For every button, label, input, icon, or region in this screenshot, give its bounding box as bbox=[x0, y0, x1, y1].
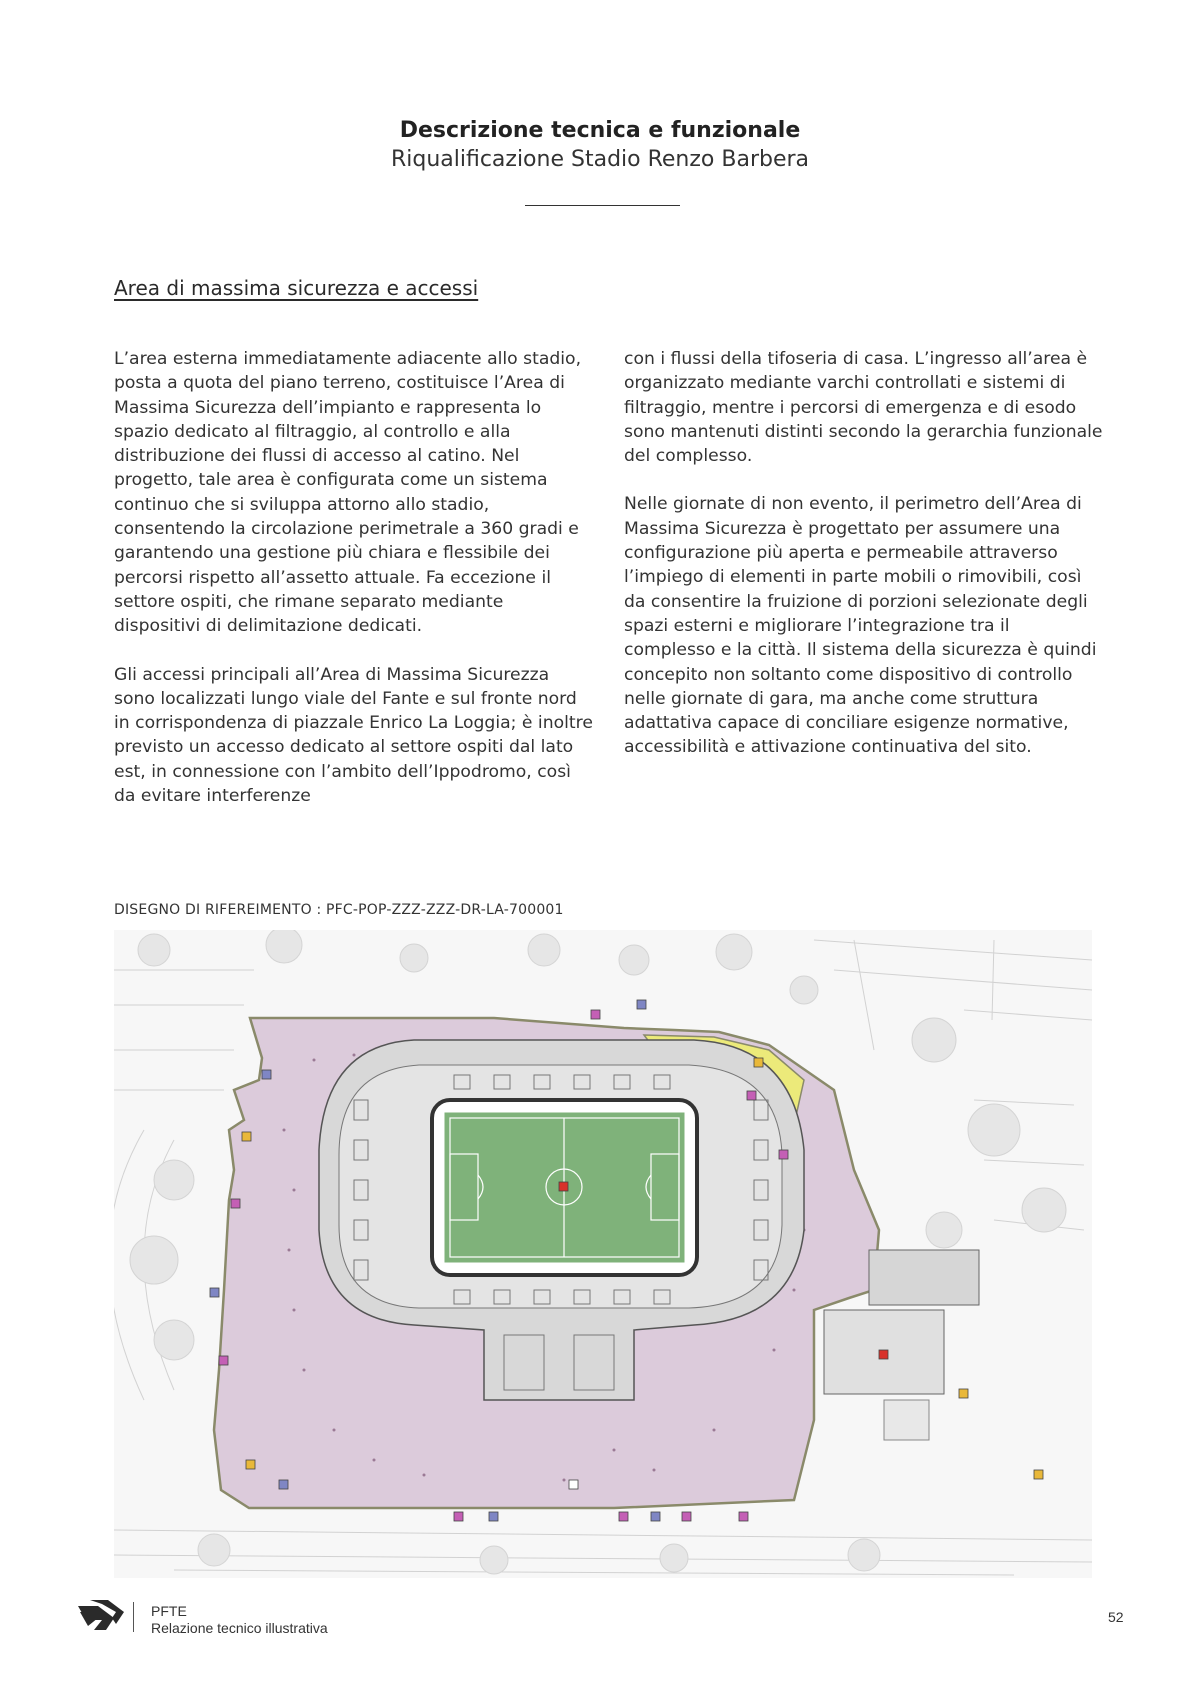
marker-blue bbox=[210, 1288, 219, 1297]
text-column-right bbox=[624, 347, 1104, 784]
header-divider bbox=[525, 205, 680, 206]
logo-icon bbox=[76, 1598, 126, 1634]
marker-yellow bbox=[242, 1132, 251, 1141]
paragraph: Nelle giornate di non evento, il perimetro dell’Area di Massima Sicurezza è progettato per assumere una configurazione più aperta e permeabile attraverso l’impiego di elementi in parte mobili o rimovibili, così da consentire la fruizione di porzioni selezionate degli spazi esterni e migliorare l’integrazione tra il complesso e la città. Il sistema della sicurezza è quindi concepito non soltanto come dispositivo di controllo nelle giornate di gara, ma anche come struttura adattativa capace di conciliare esigenze normative, accessibilità e attivazione continuativa del sito. bbox=[624, 494, 1097, 758]
marker-yellow bbox=[1034, 1470, 1043, 1479]
footer-divider bbox=[133, 1602, 134, 1632]
marker-purple bbox=[747, 1091, 756, 1100]
paragraph: con i flussi della tifoseria di casa. L’ingresso all’area è organizzato mediante varchi controllati e sistemi di filtraggio, mentre i percorsi di emergenza e di esodo sono mantenuti distinti secondo la gerarchia funzionale del complesso. bbox=[624, 349, 1103, 467]
page-header bbox=[0, 118, 1200, 172]
marker-purple bbox=[682, 1512, 691, 1521]
marker-blue bbox=[489, 1512, 498, 1521]
parking-ramp bbox=[869, 1250, 979, 1305]
marker-purple bbox=[779, 1150, 788, 1159]
marker-blue bbox=[262, 1070, 271, 1079]
footer-title: PFTE bbox=[151, 1603, 187, 1619]
drawing-reference: DISEGNO DI RIFEREIMENTO : PFC-POP-ZZZ-ZZZ-DR-LA-700001 bbox=[114, 902, 564, 918]
marker-blue bbox=[651, 1512, 660, 1521]
marker-purple bbox=[619, 1512, 628, 1521]
site-plan bbox=[114, 930, 1092, 1578]
marker-yellow bbox=[246, 1460, 255, 1469]
marker-red bbox=[559, 1182, 568, 1191]
marker-yellow bbox=[754, 1058, 763, 1067]
paragraph: Gli accessi principali all’Area di Massima Sicurezza sono localizzati lungo viale del Fante e sul fronte nord in corrispondenza di piazzale Enrico La Loggia; è inoltre previsto un accesso dedicato al settore ospiti dal lato est, in connessione con l’ambito dell’Ippodromo, così da evitare interferenze bbox=[114, 664, 593, 807]
marker-yellow bbox=[959, 1389, 968, 1398]
text-column-left bbox=[114, 347, 594, 832]
page-title: Descrizione tecnica e funzionale bbox=[399, 118, 801, 143]
marker-purple bbox=[231, 1199, 240, 1208]
footer-subtitle: Relazione tecnico illustrativa bbox=[151, 1620, 328, 1636]
marker-purple bbox=[454, 1512, 463, 1521]
marker-purple bbox=[219, 1356, 228, 1365]
marker-blue bbox=[279, 1480, 288, 1489]
paragraph: L’area esterna immediatamente adiacente allo stadio, posta a quota del piano terreno, costituisce l’Area di Massima Sicurezza dell’impianto e rappresenta lo spazio dedicato al filtraggio, al controllo e alla distribuzione dei flussi di accesso al catino. Nel progetto, tale area è configurata come un sistema continuo che si sviluppa attorno allo stadio, consentendo la circolazione perimetrale a 360 gradi e garantendo una gestione più chiara e flessibile dei percorsi rispetto all’assetto attuale. Fa eccezione il settore ospiti, che rimane separato mediante dispositivi di delimitazione dedicati. bbox=[114, 349, 582, 637]
marker-blue bbox=[637, 1000, 646, 1009]
marker-purple bbox=[591, 1010, 600, 1019]
section-title: Area di massima sicurezza e accessi bbox=[114, 276, 479, 300]
page-subtitle: Riqualificazione Stadio Renzo Barbera bbox=[390, 147, 810, 172]
marker-purple bbox=[739, 1512, 748, 1521]
marker-white bbox=[569, 1480, 578, 1489]
page-number: 52 bbox=[1108, 1609, 1124, 1625]
marker-red bbox=[879, 1350, 888, 1359]
